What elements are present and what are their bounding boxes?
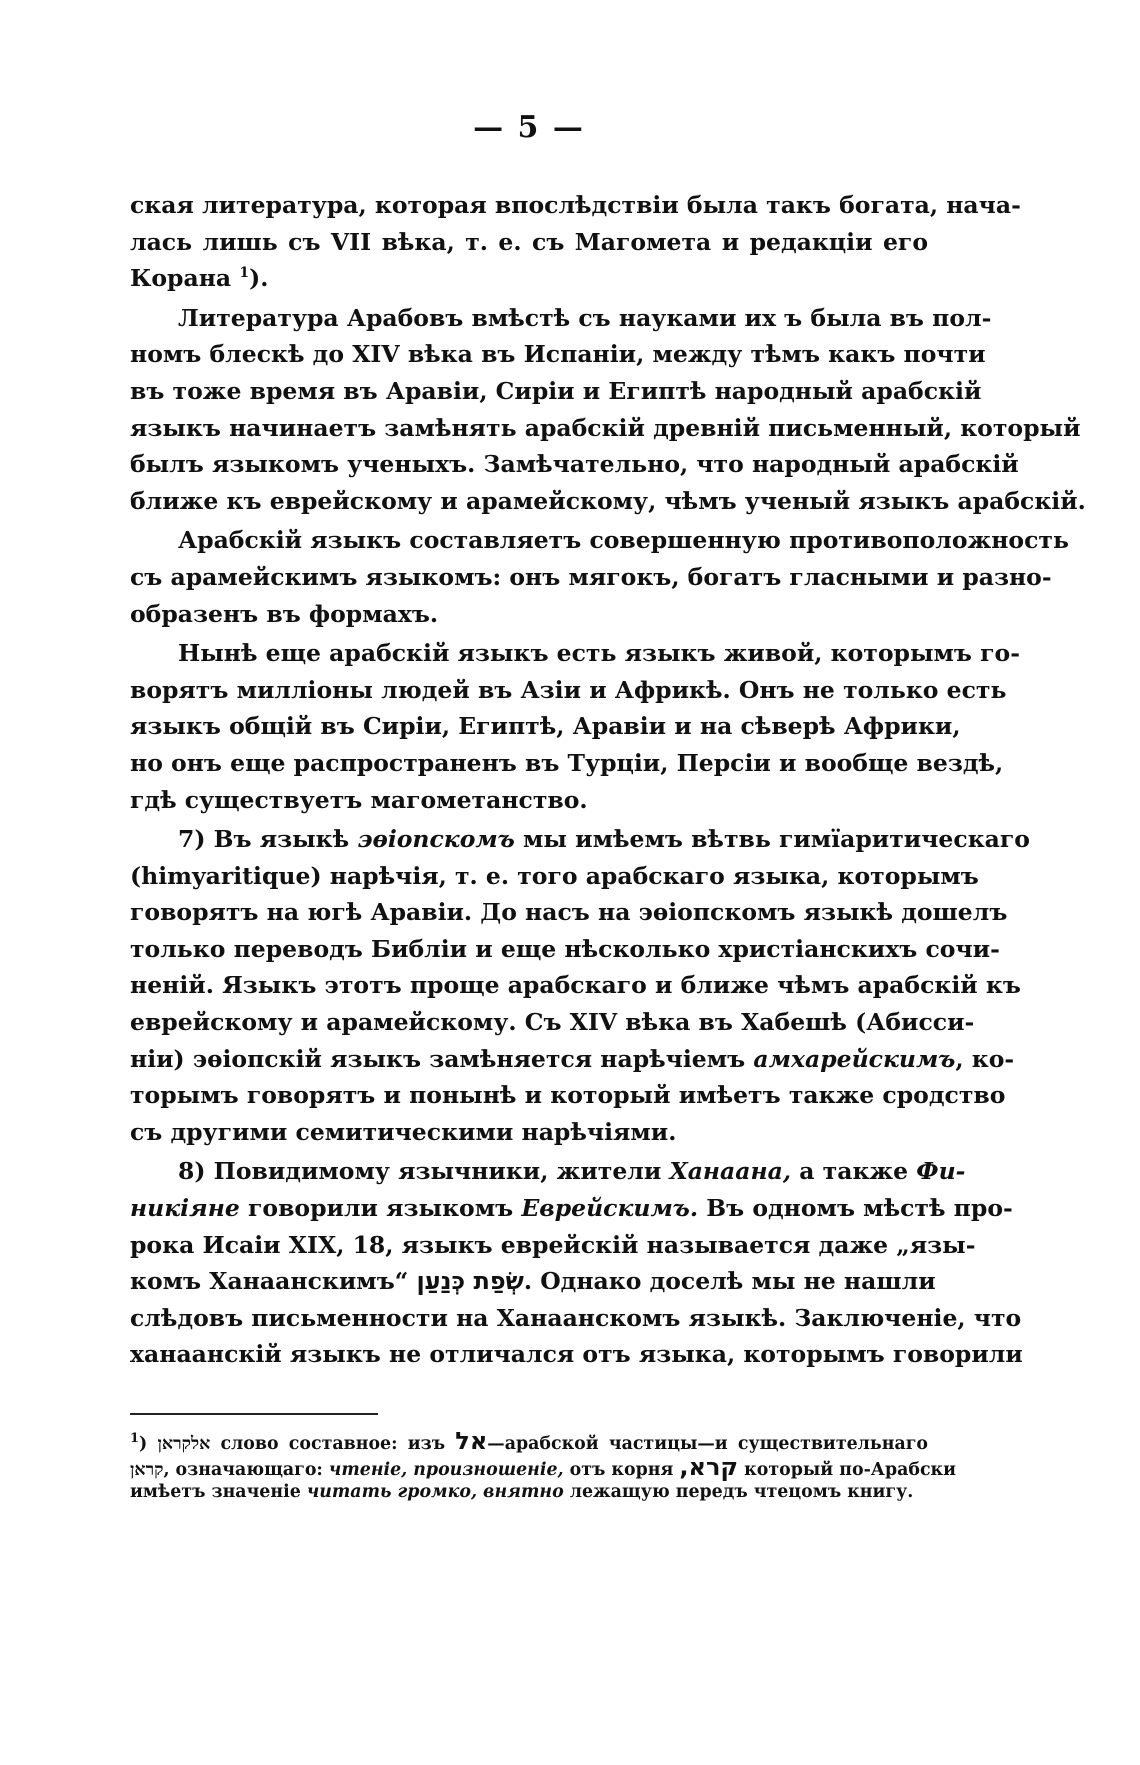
- book-page: [130, 110, 1086, 1670]
- text-line: съ арамейскимъ языкомъ: онъ мягокъ, богатъ гласными и разно-: [130, 562, 1052, 591]
- text-line: языкъ общій въ Сиріи, Египтѣ, Аравіи и на сѣверѣ Африки,: [130, 712, 961, 741]
- text-line: еврейскому и арамейскому. Съ XIV вѣка въ Хабешѣ (Абисси-: [130, 1008, 975, 1037]
- text-line: ніи) эѳіопскій языкъ замѣняется нарѣчіемъ амхарейскимъ, ко-: [130, 1044, 1015, 1073]
- text-line: (himyaritique) нарѣчія, т. е. того арабскаго языка, которымъ: [130, 861, 979, 890]
- text-line: лась лишь съ VII вѣка, т. е. съ Магомета и редакціи его: [130, 227, 928, 256]
- text-line: только переводъ Библіи и еще нѣсколько христіанскихъ сочи-: [130, 934, 1000, 963]
- footnote-line: имѣетъ значеніе читать громко, внятно лежащую передъ чтецомъ книгу.: [130, 1482, 914, 1502]
- italic-term: чтеніе, произношеніе,: [328, 1459, 564, 1480]
- text-line: говорятъ на югѣ Аравіи. До насъ на эѳіопскомъ языкѣ дошелъ: [130, 898, 1008, 927]
- text-line: Литература Арабовъ вмѣстѣ съ науками их ъ была въ пол-: [178, 303, 992, 332]
- text-line: Корана $^1$).: [130, 264, 269, 293]
- text-line: ская литература, которая впослѣдствіи была такъ богата, нача-: [130, 191, 1021, 219]
- footnote-ref[interactable]: 1: [239, 265, 250, 282]
- text-line: въ тоже время въ Аравіи, Сиріи и Египтѣ народный арабскій: [130, 376, 982, 405]
- main-text: [130, 187, 1086, 1373]
- text-line: комъ Ханаанскимъ“ שְׂפַת כְּנַעַן. Однако доселѣ мы не нашли: [130, 1267, 936, 1296]
- text-line: съ другими семитическими нарѣчіями.: [130, 1117, 677, 1146]
- hebrew-word: קרא,: [679, 1452, 739, 1481]
- text-line: слѣдовъ письменности на Ханаанскомъ языкѣ. Заключеніе, что: [130, 1303, 1022, 1332]
- footnote: [130, 1427, 957, 1506]
- italic-term: читать громко, внятно: [306, 1482, 564, 1502]
- page-number: — 5 —: [473, 110, 585, 145]
- text-line: номъ блескѣ до XIV вѣка въ Испаніи, между тѣмъ какъ почти: [130, 340, 986, 369]
- footnote-line: $^1$) אלקראן слово составное: изъ אל—арабской частицы—и существительнаго: [130, 1427, 928, 1455]
- hebrew-phrase: שְׂפַת כְּנַעַן: [416, 1267, 524, 1296]
- hebrew-word: אל: [455, 1427, 488, 1455]
- footnote-marker: 1: [130, 1431, 140, 1447]
- text-line: торымъ говорятъ и понынѣ и который имѣетъ также сродство: [130, 1081, 1006, 1110]
- text-line: языкъ начинаетъ замѣнять арабскій древній письменный, который: [130, 413, 1081, 442]
- text-line: ближе къ еврейскому и арамейскому, чѣмъ ученый языкъ арабскій.: [130, 486, 1086, 515]
- footnote-divider: [130, 1413, 378, 1415]
- text-line: 7) Въ языкѣ эѳіопскомъ мы имѣемъ вѣтвь гимïаритическаго: [178, 825, 1030, 854]
- italic-term: Еврейскимъ.: [521, 1194, 699, 1223]
- italic-term: Фи-: [916, 1157, 966, 1186]
- text-line: былъ языкомъ ученыхъ. Замѣчательно, что народный арабскій: [130, 450, 1019, 479]
- text-line: неній. Языкъ этотъ проще арабскаго и ближе чѣмъ арабскій къ: [130, 971, 1021, 1000]
- text-line: 8) Повидимому язычники, жители Ханаана, а также Фи-: [178, 1157, 966, 1186]
- text-line: гдѣ существуетъ магометанство.: [130, 785, 588, 814]
- text-line: образенъ въ формахъ.: [130, 599, 439, 628]
- text-line: ханаанскій языкъ не отличался отъ языка, которымъ говорили: [130, 1340, 1023, 1369]
- italic-term: никіяне: [130, 1194, 240, 1223]
- italic-term: амхарейскимъ: [753, 1044, 956, 1073]
- italic-term: эѳіопскомъ: [357, 825, 515, 854]
- text-line: никіяне говорили языкомъ Еврейскимъ. Въ одномъ мѣстѣ про-: [130, 1194, 1013, 1223]
- text-line: ворятъ милліоны людей въ Азіи и Африкѣ. Онъ не только есть: [130, 675, 1007, 704]
- text-line: рока Исаіи XIX, 18, языкъ еврейскій называется даже „язы-: [130, 1230, 976, 1259]
- text-line: Арабскій языкъ составляетъ совершенную противоположность: [178, 526, 1069, 555]
- text-line: но онъ еще распространенъ въ Турціи, Персіи и вообще вездѣ,: [130, 748, 1004, 777]
- italic-term: Ханаана,: [669, 1157, 792, 1186]
- text-line: Нынѣ еще арабскій языкъ есть языкъ живой, которымъ го-: [178, 639, 1020, 668]
- footnote-line: קראן, означающаго: чтеніе, произношеніе, отъ корня קרא, который по-Арабски: [130, 1452, 957, 1481]
